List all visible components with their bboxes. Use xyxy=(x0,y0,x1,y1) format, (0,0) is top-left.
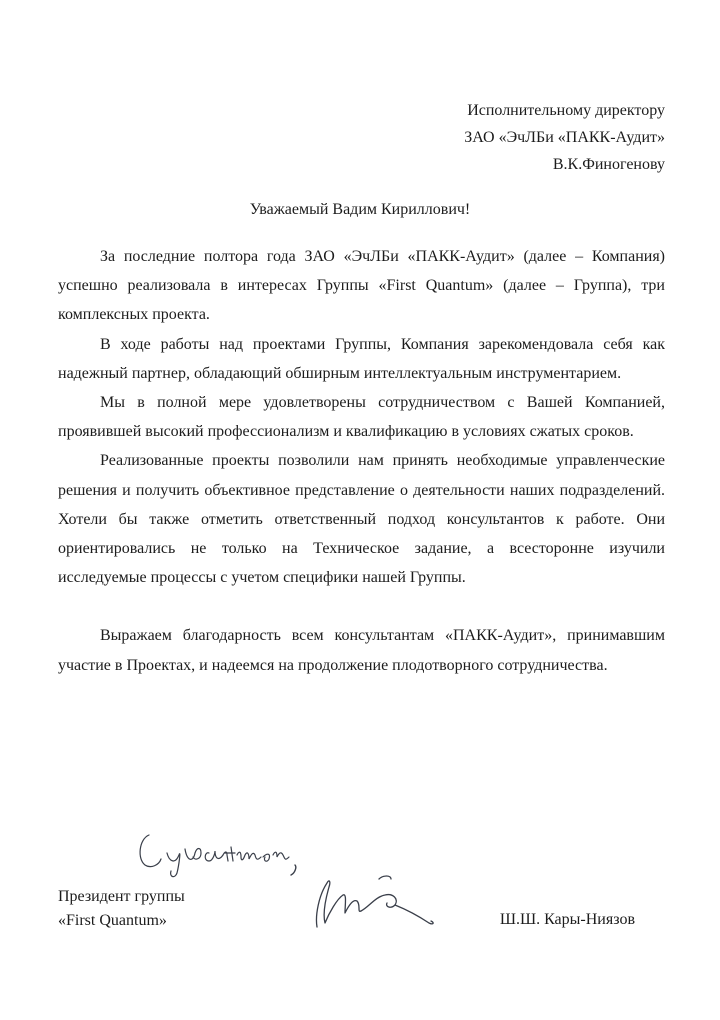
addressee-position: Исполнительному директору xyxy=(467,102,665,119)
signer-title-line2: «First Quantum» xyxy=(58,912,167,929)
addressee-company: ЗАО «ЭчЛБи «ПАКК-Аудит» xyxy=(464,129,665,146)
signer-title xyxy=(58,885,185,933)
paragraph-2: В ходе работы над проектами Группы, Компания зарекомендовала себя как надежный партнер, обладающий обширным интеллектуальным инструментарием. xyxy=(58,335,665,382)
letter-body xyxy=(58,242,665,680)
signer-name: Ш.Ш. Кары-Ниязов xyxy=(499,911,635,928)
signer-title-line1: Президент группы xyxy=(58,888,185,905)
addressee-block xyxy=(464,97,665,178)
paragraph-4: Реализованные проекты позволили нам принять необходимые управленческие решения и получить объективное представление о деятельности наших подразделений. Хотели бы также отметить ответственный подход консультантов к работе. Они ориентировались не только на Техническое задание, а всесторонне изучили исследуемые процессы с учетом специфики нашей Группы. xyxy=(58,452,665,587)
signature-mark xyxy=(295,865,445,935)
handwritten-closing xyxy=(135,825,315,880)
addressee-name: В.К.Финогенову xyxy=(552,156,665,173)
salutation: Уважаемый Вадим Кириллович! xyxy=(249,201,471,218)
paragraph-5: Выражаем благодарность всем консультантам «ПАКК-Аудит», принимавшим участие в Проектах, и надеемся на продолжение плодотворного сотрудничества. xyxy=(58,627,665,674)
paragraph-3: Мы в полной мере удовлетворены сотрудничеством с Вашей Компанией, проявившей высокий профессионализм и квалификацию в условиях сжатых сроков. xyxy=(58,394,665,441)
paragraph-1: За последние полтора года ЗАО «ЭчЛБи «ПАКК-Аудит» (далее – Компания) успешно реализовала в интересах Группы «First Quantum» (далее – Группа), три комплексных проекта. xyxy=(58,248,665,324)
